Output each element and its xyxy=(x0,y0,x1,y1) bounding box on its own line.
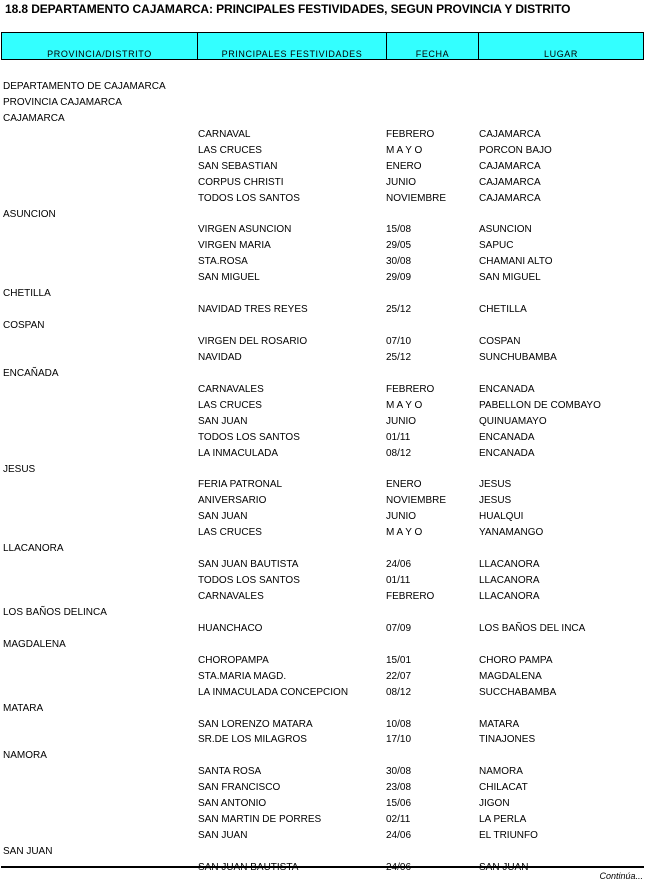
festividad-cell: LAS CRUCES xyxy=(198,399,262,411)
provincia-cell: DEPARTAMENTO DE CAJAMARCA xyxy=(3,81,166,92)
fecha-cell: 24/06 xyxy=(386,559,412,571)
lugar-cell: SAN MIGUEL xyxy=(479,272,541,284)
table-row xyxy=(0,430,646,446)
festividad-cell: TODOS LOS SANTOS xyxy=(198,192,300,204)
lugar-cell: ENCANADA xyxy=(479,383,535,395)
group-row xyxy=(0,207,646,223)
festividad-cell: SANTA ROSA xyxy=(198,766,262,778)
table-row xyxy=(0,414,646,430)
festividad-cell: SAN JUAN xyxy=(198,415,248,427)
table-row xyxy=(0,685,646,701)
festividad-cell: CHOROPAMPA xyxy=(198,654,269,666)
festividad-cell: SAN JUAN xyxy=(198,511,248,523)
fecha-cell: JUNIO xyxy=(386,415,416,427)
fecha-cell: 30/08 xyxy=(386,256,412,268)
festividad-cell: NAVIDAD TRES REYES xyxy=(198,304,308,316)
header-principales-festividades: PRINCIPALES FESTIVIDADES xyxy=(198,33,387,59)
fecha-cell: NOVIEMBRE xyxy=(386,495,447,507)
lugar-cell: LOS BAÑOS DEL INCA xyxy=(479,622,586,634)
lugar-cell: CHORO PAMPA xyxy=(479,654,553,666)
provincia-cell: PROVINCIA CAJAMARCA xyxy=(3,96,122,108)
festividad-cell: SAN JUAN BAUTISTA xyxy=(198,559,299,571)
table-row xyxy=(0,398,646,414)
provincia-cell: ENCAÑADA xyxy=(3,367,59,379)
fecha-cell: NOVIEMBRE xyxy=(386,192,447,204)
lugar-cell: EL TRIUNFO xyxy=(479,830,538,842)
lugar-cell: YANAMANGO xyxy=(479,527,544,539)
festividad-cell: SAN FRANCISCO xyxy=(198,782,281,794)
table-row xyxy=(0,334,646,350)
festividad-cell: SAN LORENZO MATARA xyxy=(198,718,313,730)
fecha-cell: 17/10 xyxy=(386,734,412,746)
group-row xyxy=(0,748,646,764)
fecha-cell: 30/08 xyxy=(386,766,412,778)
lugar-cell: MATARA xyxy=(479,718,520,730)
fecha-cell: JUNIO xyxy=(386,511,416,523)
table-row xyxy=(0,477,646,493)
provincia-cell: LLACANORA xyxy=(3,543,64,555)
group-row xyxy=(0,286,646,302)
fecha-cell: 08/12 xyxy=(386,686,412,698)
festividad-cell: FERIA PATRONAL xyxy=(198,479,283,491)
festividad-cell: TODOS LOS SANTOS xyxy=(198,575,300,587)
festividad-cell: CARNAVALES xyxy=(198,591,264,602)
lugar-cell: CHAMANI ALTO xyxy=(479,256,553,268)
provincia-cell: JESUS xyxy=(3,463,36,475)
lugar-cell: NAMORA xyxy=(479,766,523,778)
festividad-cell: SAN JUAN xyxy=(198,830,248,842)
lugar-cell: PABELLON DE COMBAYO xyxy=(479,399,601,411)
fecha-cell: 07/10 xyxy=(386,336,412,347)
table-row xyxy=(0,222,646,238)
table-row xyxy=(0,350,646,366)
festividad-cell: LA INMACULADA xyxy=(198,447,279,459)
table-row xyxy=(0,525,646,541)
page-title: 18.8 DEPARTAMENTO CAJAMARCA: PRINCIPALES FESTIVIDADES, SEGUN PROVINCIA Y DISTRITO xyxy=(5,2,571,16)
lugar-cell: CAJAMARCA xyxy=(479,160,541,172)
lugar-cell: LA PERLA xyxy=(479,814,527,826)
table-row xyxy=(0,159,646,175)
provincia-cell: CHETILLA xyxy=(3,288,51,300)
provincia-cell: ASUNCION xyxy=(3,208,56,220)
table-row xyxy=(0,446,646,462)
table-row xyxy=(0,732,646,748)
table-row xyxy=(0,653,646,669)
provincia-cell: CAJAMARCA xyxy=(3,112,65,124)
lugar-cell: PORCON BAJO xyxy=(479,144,552,156)
group-row xyxy=(0,701,646,717)
table-row xyxy=(0,780,646,796)
continue-note: Continúa... xyxy=(599,871,643,881)
festividad-cell: CARNAVAL xyxy=(198,128,251,140)
group-row xyxy=(0,111,646,127)
group-row xyxy=(0,318,646,334)
table-row xyxy=(0,589,646,605)
lugar-cell: CHETILLA xyxy=(479,304,527,316)
table-row xyxy=(0,302,646,318)
lugar-cell: CAJAMARCA xyxy=(479,176,541,188)
fecha-cell: M A Y O xyxy=(386,399,423,411)
table-body xyxy=(0,79,646,876)
table-row xyxy=(0,143,646,159)
lugar-cell: SAN JUAN xyxy=(479,861,529,873)
table-row xyxy=(0,764,646,780)
lugar-cell: JIGON xyxy=(479,798,510,810)
fecha-cell: ENERO xyxy=(386,160,422,172)
table-row xyxy=(0,812,646,828)
group-row xyxy=(0,95,646,111)
lugar-cell: CAJAMARCA xyxy=(479,192,541,204)
lugar-cell: LLACANORA xyxy=(479,575,540,587)
lugar-cell: COSPAN xyxy=(479,336,521,347)
table-row xyxy=(0,127,646,143)
festividad-cell: SAN ANTONIO xyxy=(198,798,267,810)
fecha-cell: FEBRERO xyxy=(386,591,435,602)
lugar-cell: QUINUAMAYO xyxy=(479,415,547,427)
festividad-cell: VIRGEN DEL ROSARIO xyxy=(198,336,308,347)
festividad-cell: LA INMACULADA CONCEPCION xyxy=(198,686,349,698)
fecha-cell: 15/06 xyxy=(386,798,412,810)
fecha-cell: 25/12 xyxy=(386,351,412,363)
fecha-cell: 10/08 xyxy=(386,718,412,730)
lugar-cell: JESUS xyxy=(479,495,512,507)
fecha-cell: 22/07 xyxy=(386,670,412,682)
provincia-cell: COSPAN xyxy=(3,320,45,332)
lugar-cell: TINAJONES xyxy=(479,734,536,746)
festividad-cell: NAVIDAD xyxy=(198,351,242,363)
festividad-cell: HUANCHACO xyxy=(198,622,263,634)
festividad-cell: LAS CRUCES xyxy=(198,144,262,156)
fecha-cell: FEBRERO xyxy=(386,128,435,140)
lugar-cell: JESUS xyxy=(479,479,512,491)
lugar-cell: LLACANORA xyxy=(479,559,540,571)
festividad-cell: LAS CRUCES xyxy=(198,527,262,539)
provincia-cell: NAMORA xyxy=(3,750,47,762)
table-row xyxy=(0,509,646,525)
table-row xyxy=(0,270,646,286)
lugar-cell: LLACANORA xyxy=(479,591,540,602)
group-row xyxy=(0,605,646,621)
festividad-cell: STA.ROSA xyxy=(198,256,248,268)
fecha-cell: 02/11 xyxy=(386,814,411,826)
table-row xyxy=(0,717,646,733)
group-row xyxy=(0,844,646,860)
table-row xyxy=(0,175,646,191)
lugar-cell: ASUNCION xyxy=(479,224,532,236)
lugar-cell: ENCANADA xyxy=(479,447,535,459)
group-row xyxy=(0,462,646,478)
provincia-cell: MATARA xyxy=(3,702,44,714)
festividad-cell: ANIVERSARIO xyxy=(198,495,267,507)
fecha-cell: 29/05 xyxy=(386,240,412,252)
provincia-cell: MAGDALENA xyxy=(3,638,66,650)
fecha-cell: 07/09 xyxy=(386,622,412,634)
table-row xyxy=(0,573,646,589)
fecha-cell: FEBRERO xyxy=(386,383,435,395)
header-lugar: LUGAR xyxy=(543,49,578,59)
fecha-cell: 23/08 xyxy=(386,782,412,794)
festividad-cell: SAN MIGUEL xyxy=(198,272,260,284)
lugar-cell: HUALQUI xyxy=(479,511,524,523)
table-row xyxy=(0,238,646,254)
fecha-cell: 15/01 xyxy=(386,654,412,666)
festividad-cell: TODOS LOS SANTOS xyxy=(198,431,300,443)
table-row xyxy=(0,557,646,573)
fecha-cell: 25/12 xyxy=(386,304,412,316)
provincia-cell: LOS BAÑOS DELINCA xyxy=(3,606,107,618)
table-row xyxy=(0,191,646,207)
fecha-cell: 24/06 xyxy=(386,861,412,873)
fecha-cell: 01/11 xyxy=(386,431,411,443)
fecha-cell: M A Y O xyxy=(386,144,423,156)
fecha-cell: 15/08 xyxy=(386,224,412,236)
festividad-cell: SAN SEBASTIAN xyxy=(198,160,278,172)
festividad-cell: SAN JUAN BAUTISTA xyxy=(198,861,299,873)
group-row xyxy=(0,79,646,95)
lugar-cell: MAGDALENA xyxy=(479,670,542,682)
fecha-cell: 24/06 xyxy=(386,830,412,842)
group-row xyxy=(0,541,646,557)
header-provincia-distrito: PROVINCIA/DISTRITO xyxy=(2,33,198,59)
fecha-cell: 01/11 xyxy=(386,575,411,587)
festividad-cell: VIRGEN ASUNCION xyxy=(198,224,292,236)
bottom-divider xyxy=(1,866,644,868)
lugar-cell: CAJAMARCA xyxy=(479,128,541,140)
lugar-cell: ENCANADA xyxy=(479,431,535,443)
fecha-cell: ENERO xyxy=(386,479,422,491)
fecha-cell: M A Y O xyxy=(386,527,423,539)
table-row xyxy=(0,669,646,685)
festividad-cell: SR.DE LOS MILAGROS xyxy=(198,734,307,746)
lugar-cell: SAPUC xyxy=(479,240,514,252)
festividad-cell: SAN MARTIN DE PORRES xyxy=(198,814,322,826)
festividad-cell: CARNAVALES xyxy=(198,383,264,395)
table-header xyxy=(1,32,644,60)
provincia-cell: SAN JUAN xyxy=(3,846,53,857)
table-row xyxy=(0,796,646,812)
fecha-cell: JUNIO xyxy=(386,176,416,188)
lugar-cell: CHILACAT xyxy=(479,782,528,794)
table-row xyxy=(0,828,646,844)
fecha-cell: 08/12 xyxy=(386,447,412,459)
table-row xyxy=(0,254,646,270)
festividad-cell: CORPUS CHRISTI xyxy=(198,176,284,188)
festividad-cell: STA.MARIA MAGD. xyxy=(198,670,287,682)
festividad-cell: VIRGEN MARIA xyxy=(198,240,271,252)
table-row xyxy=(0,621,646,637)
header-fecha: FECHA xyxy=(387,33,479,59)
group-row xyxy=(0,637,646,653)
lugar-cell: SUCCHABAMBA xyxy=(479,686,557,698)
table-row xyxy=(0,382,646,398)
lugar-cell: SUNCHUBAMBA xyxy=(479,351,557,363)
group-row xyxy=(0,366,646,382)
fecha-cell: 29/09 xyxy=(386,272,412,284)
table-row xyxy=(0,493,646,509)
